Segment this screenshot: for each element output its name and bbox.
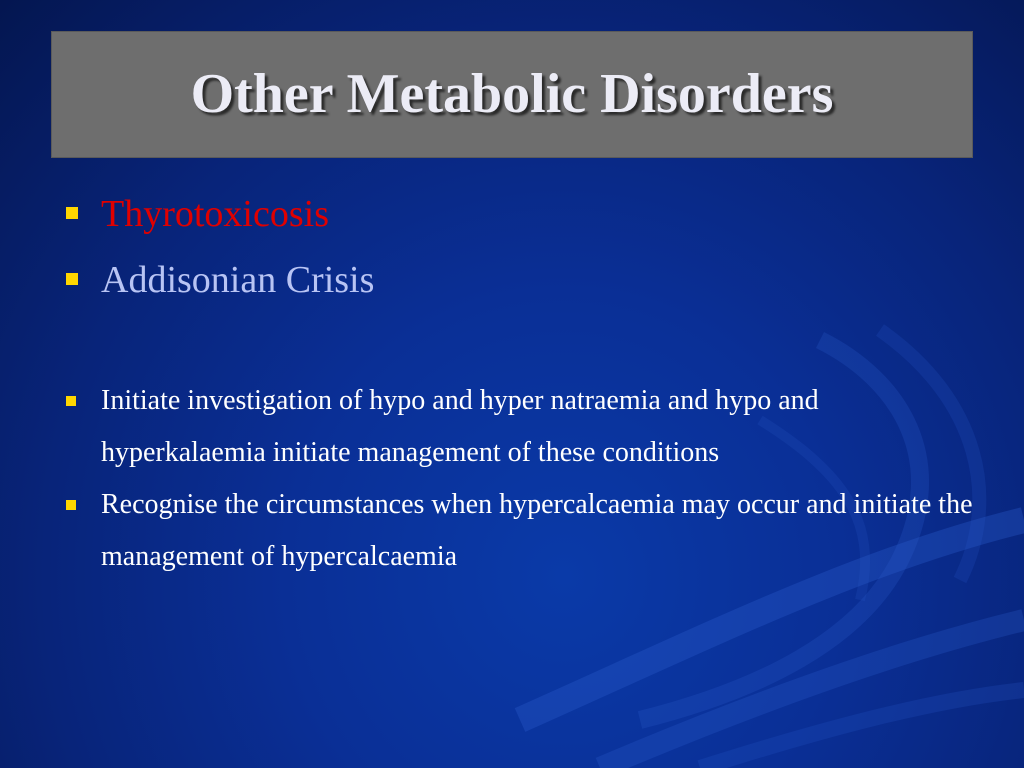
bullet-item-addisonian-crisis: Addisonian Crisis — [101, 259, 375, 301]
bullet-marker — [66, 500, 76, 510]
detail-item-natraemia: Initiate investigation of hypo and hyper natraemia and hypo and hyperkalaemia initiate management of these conditions — [101, 385, 819, 468]
title-bar — [51, 31, 973, 158]
bullet-marker — [66, 273, 78, 285]
bullet-marker — [66, 396, 76, 406]
bullet-item-thyrotoxicosis: Thyrotoxicosis — [101, 193, 329, 235]
slide-title: Other Metabolic Disorders — [190, 63, 834, 125]
detail-item-hypercalcaemia: Recognise the circumstances when hypercalcaemia may occur and initiate the management of hypercalcaemia — [101, 489, 973, 572]
bullet-marker — [66, 207, 78, 219]
